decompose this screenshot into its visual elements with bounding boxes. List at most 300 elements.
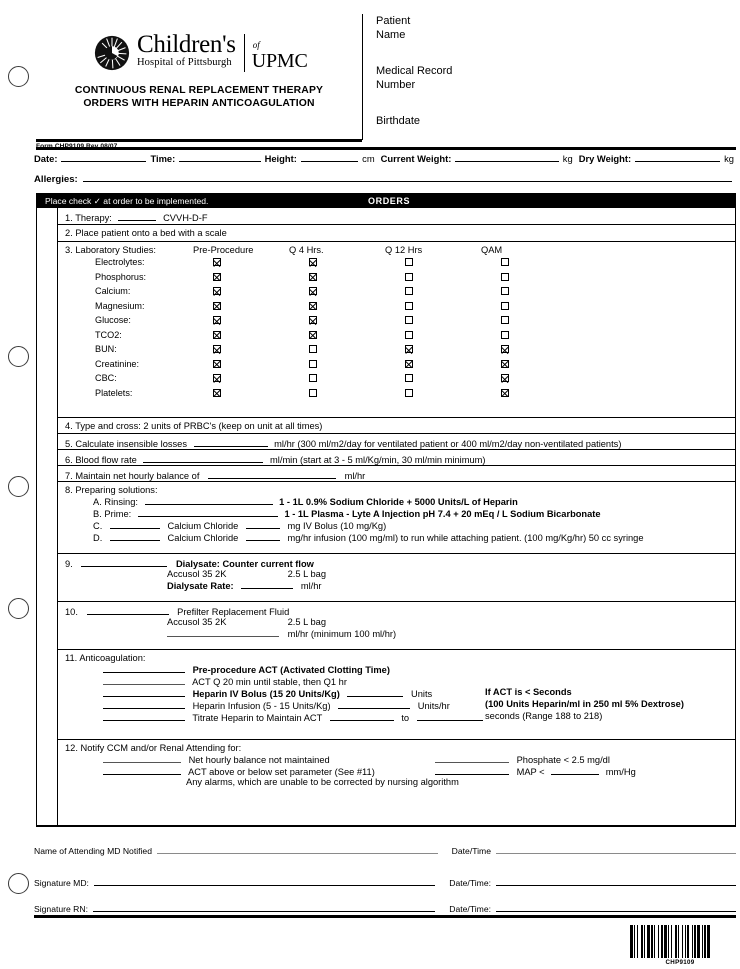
lab-checkbox-cell [289,313,385,328]
lab-checkbox-cell [289,386,385,401]
lab-table-rows [58,255,735,400]
lab-checkbox-cell [289,255,385,270]
lab-row-name: BUN: [95,344,117,354]
logo-divider [244,34,245,72]
lab-checkbox-cell [481,255,577,270]
lab-checkbox[interactable] [405,360,413,368]
signature-md-label: Signature MD: [34,878,89,888]
order-7-input[interactable] [208,469,336,479]
order-9-title-row [65,557,735,569]
signature-rn-datetime-input[interactable] [496,903,736,912]
order-12-left1-check[interactable] [103,753,181,763]
order-item-2 [58,225,735,242]
order-8d-mid: Calcium Chloride [167,533,239,543]
lab-checkbox[interactable] [213,258,221,266]
lab-checkbox[interactable] [501,331,509,339]
order-12-row-1 [65,753,735,765]
form-title-line2: ORDERS WITH HEPARIN ANTICOAGULATION [83,98,315,109]
order-11-line2-text: ACT Q 20 min until stable, then Q1 hr [192,677,347,687]
order-12-title: Notify CCM and/or Renal Attending for: [80,743,242,753]
lab-checkbox-cell [385,386,481,401]
lab-checkbox[interactable] [501,302,509,310]
lab-table-header [58,242,735,255]
order-8c-input-amount[interactable] [246,519,280,529]
logo-childrens-text: Children's [137,31,236,58]
punch-hole [8,598,29,619]
signature-rn-row [34,903,736,914]
order-10-title-row [65,605,735,617]
lab-checkbox[interactable] [213,389,221,397]
order-8-number: 8. [65,485,73,495]
order-11-infusion-text: Heparin Infusion (5 - 15 Units/Kg) [192,701,331,711]
attending-notified-row [34,845,736,856]
lab-row [58,284,735,299]
lab-checkbox-cell [193,386,289,401]
lab-checkbox[interactable] [309,258,317,266]
lab-checkbox[interactable] [309,331,317,339]
order-8c-letter: C. [93,521,103,531]
order-5-number: 5. [65,439,73,449]
signature-md-datetime-input[interactable] [496,877,736,886]
order-8d-desc: mg/hr infusion (100 mg/ml) to run while attaching patient. (100 mg/Kg/hr) 50 cc syringe [287,533,644,543]
order-10-rate-row [65,627,735,639]
order-11-line-2 [65,675,735,687]
lab-checkbox-cell [289,284,385,299]
order-7-post: ml/hr [344,471,366,481]
time-input[interactable] [179,152,260,162]
lab-checkbox[interactable] [405,287,413,295]
punch-hole [8,873,29,894]
lab-checkbox-cell [289,371,385,386]
order-12-right2-post: mm/Hg [605,767,636,777]
dry-weight-input[interactable] [635,152,720,162]
hospital-logo [94,32,308,72]
patient-label-2: Name [376,29,406,41]
order-12-right1-text: Phosphate < 2.5 mg/dl [516,755,610,765]
lab-checkbox-cell [385,270,481,285]
order-11-titrate-right: seconds (Range 188 to 218) [485,711,603,721]
signature-rn-input[interactable] [93,903,435,912]
order-10-bag: 2.5 L bag [287,617,327,627]
lab-checkbox-cell [481,371,577,386]
lab-checkbox[interactable] [213,273,221,281]
order-11-titrate-input-from[interactable] [330,711,394,721]
lab-checkbox-cell [481,357,577,372]
current-weight-label: Current Weight: [380,153,452,164]
order-8d-letter: D. [93,533,103,543]
order-12-right1-check[interactable] [435,753,509,763]
lab-row-name: Glucose: [95,315,131,325]
lab-col-header-pre-procedure: Pre-Procedure [193,245,254,255]
lab-checkbox[interactable] [405,273,413,281]
lab-col-header-q4hrs: Q 4 Hrs. [289,245,324,255]
lab-row-name: Creatinine: [95,358,139,369]
order-9-rate-input[interactable] [241,579,293,589]
lab-row [58,328,735,343]
order-11-bolus-row [65,687,735,699]
lab-checkbox[interactable] [501,273,509,281]
order-9-number: 9. [65,559,73,569]
order-11-bolus-right: If ACT is < Seconds [485,687,572,697]
mrn-label-2: Number [376,79,416,91]
orders-header-bar [36,193,736,208]
lab-checkbox[interactable] [309,374,317,382]
attending-datetime-input[interactable] [496,845,736,854]
order-11-infusion-right: (100 Units Heparin/ml in 250 ml 5% Dextrose) [485,699,684,709]
attending-notified-label: Name of Attending MD Notified [34,846,152,856]
order-8a [65,495,735,507]
birthdate-field [376,114,716,128]
lab-checkbox[interactable] [309,273,317,281]
patient-info-block [376,14,716,128]
order-item-6 [58,450,735,466]
lab-checkbox[interactable] [213,360,221,368]
lab-checkbox[interactable] [501,287,509,295]
order-11-titrate-input-to[interactable] [417,711,483,721]
birthdate-label: Birthdate [376,115,421,127]
order-12-number: 12. [65,743,78,753]
order-10-number: 10. [65,607,78,617]
order-8-title: Preparing solutions: [75,485,158,495]
order-11-infusion-check[interactable] [103,699,185,709]
form-title [36,84,362,110]
order-10-solution: Accusol 35 2K [167,617,227,627]
order-8a-desc: 1 - 1L 0.9% Sodium Chloride + 5000 Units/L of Heparin [279,497,518,507]
punch-hole [8,476,29,497]
order-8c [65,519,735,531]
lab-checkbox-cell [481,270,577,285]
order-8b-input[interactable] [138,507,278,517]
signature-md-datetime-label: Date/Time: [449,878,491,888]
order-9-solution-row [65,569,735,579]
order-11-titrate-check[interactable] [103,711,185,721]
order-3-number: 3. [65,245,73,255]
order-8b-letter: B. [93,509,102,519]
order-item-5 [58,434,735,450]
header-rule [36,139,362,142]
lab-checkbox-cell [289,270,385,285]
order-item-1 [58,208,735,225]
order-12-right2-check[interactable] [435,765,509,775]
order-item-12 [58,740,735,795]
order-1-label: Therapy: [75,213,112,223]
lab-checkbox[interactable] [501,345,509,353]
order-12-left2-text: ACT above or below set parameter (See #11) [188,767,375,777]
lab-checkbox[interactable] [501,389,509,397]
order-11-bolus-input[interactable] [347,687,403,697]
lab-checkbox-cell [385,357,481,372]
childrens-sunburst-logo-icon [94,35,130,71]
lab-checkbox[interactable] [405,374,413,382]
order-9-bag: 2.5 L bag [287,569,327,579]
lab-checkbox[interactable] [213,374,221,382]
lab-checkbox-cell [193,357,289,372]
lab-row [58,270,735,285]
lab-checkbox-cell [481,328,577,343]
logo-of-text: of [252,40,260,50]
barcode-icon [628,925,732,958]
lab-row [58,299,735,314]
orders-instruction: Place check ✓ at order to be implemented. [45,195,209,206]
order-9-rate-unit: ml/hr [300,581,322,591]
logo-wordmark [137,32,236,69]
order-12-row-2 [65,765,735,777]
lab-checkbox-cell [385,371,481,386]
dry-weight-label: Dry Weight: [578,153,632,164]
lab-checkbox-cell [481,284,577,299]
lab-row [58,386,735,401]
lab-checkbox-cell [193,299,289,314]
lab-row-name: Calcium: [95,286,131,296]
allergies-row [34,172,736,185]
current-weight-unit: kg [562,153,573,164]
barcode-caption: CHP9109 [665,959,695,966]
lab-checkbox-cell [289,357,385,372]
order-9-solution: Accusol 35 2K [167,569,227,579]
order-10-check-input[interactable] [87,605,169,615]
logo-hospital-text: Hospital of Pittsburgh [137,57,232,68]
order-12-right1-group [435,753,610,765]
order-10-rate-input[interactable] [167,627,279,637]
order-8d-input-dose[interactable] [110,531,160,541]
order-8c-desc: mg IV Bolus (10 mg/Kg) [287,521,387,531]
order-1-value: CVVH-D-F [163,213,208,223]
lab-checkbox-cell [193,313,289,328]
order-6-input[interactable] [143,453,263,463]
order-7-number: 7. [65,471,73,481]
order-1-number: 1. [65,213,73,223]
medical-record-number-field [376,64,716,92]
order-12-note [65,777,735,787]
lab-checkbox[interactable] [213,345,221,353]
current-weight-input[interactable] [455,152,558,162]
date-input[interactable] [61,152,146,162]
order-12-map-input[interactable] [551,765,599,775]
lab-row-name: Magnesium: [95,300,145,311]
lab-table-title [65,245,193,255]
lab-row-name: CBC: [95,373,117,383]
lab-checkbox[interactable] [405,302,413,310]
lab-checkbox-cell [289,299,385,314]
order-11-bolus-unit: Units [411,689,433,699]
order-11-line1-text: Pre-procedure ACT (Activated Clotting Time) [192,665,390,675]
order-9-check-input[interactable] [81,557,167,567]
lab-row-name: Platelets: [95,387,133,398]
order-8a-input[interactable] [145,495,273,505]
lab-row-name: TCO2: [95,329,122,340]
lab-checkbox[interactable] [213,302,221,310]
order-4-number: 4. [65,421,73,431]
header-vertical-divider [362,14,363,140]
height-label: Height: [264,153,297,164]
logo-upmc-block [252,32,308,71]
order-item-8 [58,482,735,554]
order-11-number: 11. [65,653,78,663]
order-10-solution-row [65,617,735,627]
lab-checkbox[interactable] [501,374,509,382]
order-6-pre: Blood flow rate [75,455,137,465]
lab-checkbox-cell [193,270,289,285]
lab-checkbox-cell [481,386,577,401]
order-2-text: Place patient onto a bed with a scale [75,228,227,238]
order-8-title-row [65,485,735,495]
order-12-title-row [65,743,735,753]
lab-checkbox[interactable] [309,360,317,368]
order-12-left1-text: Net hourly balance not maintained [188,755,330,765]
lab-checkbox-cell [385,342,481,357]
order-item-3 [58,242,735,418]
lab-checkbox[interactable] [309,316,317,324]
lab-row [58,357,735,372]
lab-checkbox[interactable] [309,302,317,310]
order-8b-desc: 1 - 1L Plasma - Lyte A Injection pH 7.4 + 20 mEq / L Sodium Bicarbonate [284,509,601,519]
lab-row-name: Phosphorus: [95,271,147,282]
order-5-input[interactable] [194,437,268,447]
lab-checkbox[interactable] [405,389,413,397]
order-12-note-text: Any alarms, which are unable to be corrected by nursing algorithm [186,777,459,787]
lab-checkbox[interactable] [309,287,317,295]
lab-row-name: Electrolytes: [95,257,145,267]
order-11-line2-input[interactable] [103,675,185,685]
lab-checkbox-cell [193,342,289,357]
lab-row [58,255,735,270]
header-left [36,14,362,140]
order-8b-label: Prime: [104,509,132,519]
order-3-label: Laboratory Studies: [75,245,156,255]
order-8b [65,507,735,519]
lab-checkbox[interactable] [213,316,221,324]
demographics-row [34,152,734,164]
order-8c-mid: Calcium Chloride [167,521,239,531]
order-2-number: 2. [65,228,73,238]
signature-md-input[interactable] [94,877,435,886]
order-8c-input-dose[interactable] [110,519,160,529]
orders-title: ORDERS [368,195,411,206]
order-8a-label: Rinsing: [104,497,138,507]
order-11-infusion-unit: Units/hr [417,701,450,711]
allergies-label: Allergies: [34,174,78,185]
lab-checkbox[interactable] [213,331,221,339]
footer-rule [34,915,736,918]
order-11-infusion-row [65,699,735,711]
lab-checkbox[interactable] [405,258,413,266]
order-item-4 [58,418,735,434]
lab-checkbox[interactable] [405,316,413,324]
lab-row [58,313,735,328]
lab-checkbox[interactable] [501,360,509,368]
order-11-titrate-to: to [401,713,410,723]
lab-row [58,342,735,357]
form-header [36,14,724,140]
order-11-bolus-text: Heparin IV Bolus (15 20 Units/Kg) [192,689,340,699]
order-10-rate-unit: ml/hr (minimum 100 ml/hr) [287,629,397,639]
time-label: Time: [150,153,176,164]
order-12-left2-check[interactable] [103,765,181,775]
lab-checkbox-cell [193,255,289,270]
order-8d-input-amount[interactable] [246,531,280,541]
order-8a-letter: A. [93,497,102,507]
order-8d [65,531,735,543]
height-unit: cm [362,153,375,164]
barcode-block [628,925,732,966]
order-item-9 [58,554,735,602]
allergies-input[interactable] [83,172,732,182]
lab-col-header-q12hrs: Q 12 Hrs [385,245,423,255]
attending-datetime-label: Date/Time [451,846,491,856]
order-11-line-1 [65,663,735,675]
punch-hole [8,66,29,87]
lab-checkbox-cell [193,371,289,386]
order-1-input[interactable] [118,211,156,221]
order-11-titrate-text: Titrate Heparin to Maintain ACT [192,713,323,723]
order-item-7 [58,466,735,482]
order-11-bolus-check[interactable] [103,687,185,697]
date-label: Date: [34,153,58,164]
lab-checkbox-cell [481,299,577,314]
lab-checkbox-cell [385,313,481,328]
order-11-title: Anticoagulation: [79,653,146,663]
logo-upmc-text: UPMC [251,50,308,72]
order-9-rate-row [65,579,735,591]
order-5-pre: Calculate insensible losses [75,439,187,449]
lab-checkbox[interactable] [309,345,317,353]
patient-label-1: Patient [376,15,411,27]
order-11-titrate-row [65,711,735,723]
lab-checkbox[interactable] [501,316,509,324]
punch-hole [8,346,29,367]
lab-checkbox-cell [193,328,289,343]
order-12-right2-pre: MAP < [516,767,545,777]
order-10-title: Prefilter Replacement Fluid [177,607,290,617]
signature-md-row [34,877,736,888]
order-item-10 [58,602,735,650]
lab-checkbox-cell [385,328,481,343]
order-7-pre: Maintain net hourly balance of [75,471,200,481]
lab-checkbox-cell [289,328,385,343]
order-9-rate-label: Dialysate Rate: [167,581,234,591]
order-11-infusion-input[interactable] [338,699,410,709]
lab-col-header-qam: QAM [481,245,503,255]
lab-checkbox[interactable] [213,287,221,295]
order-6-post: ml/min (start at 3 - 5 ml/Kg/min, 30 ml/min minimum) [270,455,486,465]
lab-checkbox[interactable] [405,331,413,339]
lab-checkbox[interactable] [309,389,317,397]
order-12-right2-group [435,765,636,777]
mrn-label-1: Medical Record [376,65,453,77]
attending-notified-input[interactable] [157,845,438,854]
order-11-title-row [65,653,735,663]
lab-checkbox-cell [481,313,577,328]
order-11-line1-input[interactable] [103,663,185,673]
patient-name-field [376,14,716,42]
order-9-title: Dialysate: Counter current flow [175,559,314,569]
orders-body [36,208,736,827]
signature-rn-label: Signature RN: [34,904,88,914]
dry-weight-unit: kg [724,153,735,164]
lab-checkbox-cell [385,255,481,270]
lab-checkbox-cell [193,284,289,299]
lab-checkbox[interactable] [501,258,509,266]
lab-checkbox[interactable] [405,345,413,353]
height-input[interactable] [301,152,358,162]
order-item-11 [58,650,735,740]
lab-row [58,371,735,386]
lab-checkbox-cell [481,342,577,357]
demographics-top-rule [36,147,736,150]
order-4-text: Type and cross: 2 units of PRBC's (keep on unit at all times) [75,421,323,431]
lab-checkbox-cell [385,299,481,314]
signature-rn-datetime-label: Date/Time: [449,904,491,914]
